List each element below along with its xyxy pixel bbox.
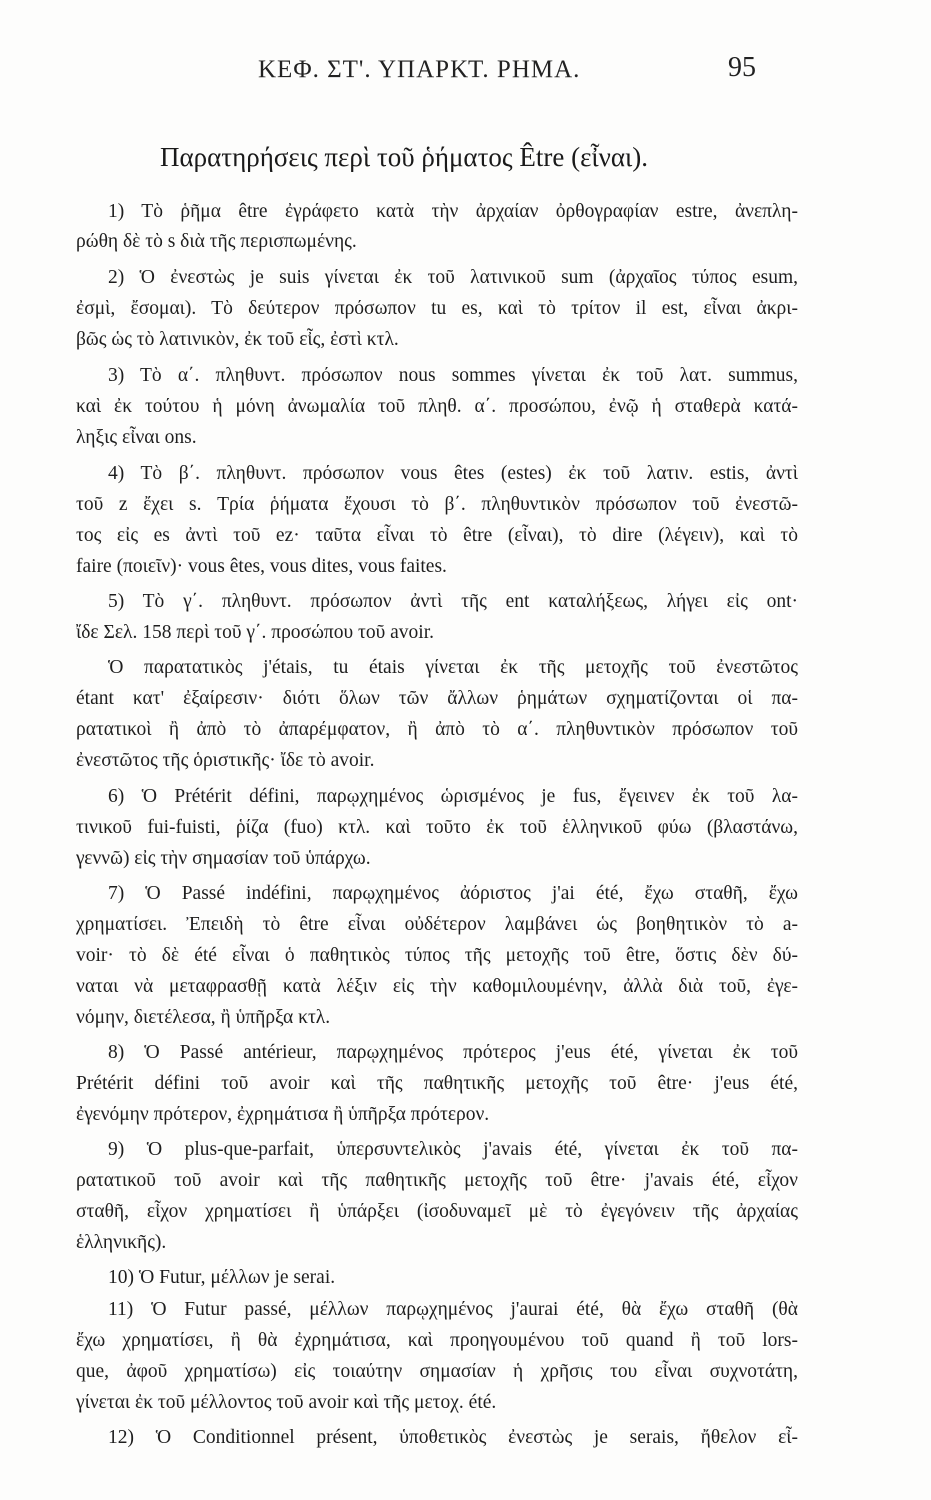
- text-line: 10) Ὁ Futur, μέλλων je serai.: [108, 1267, 336, 1288]
- text-line: τοῦ z ἔχει s. Τρία ῥήματα ἔχουσι τὸ β΄. πληθυντικὸν πρόσωπον τοῦ ἐνεστῶ-: [76, 494, 798, 515]
- text-line: γεννῶ) εἰς τὴν σημασίαν τοῦ ὑπάρχω.: [76, 848, 371, 869]
- text-line: σταθῆ, εἶχον χρηματίσει ἢ ὑπάρξει (ἰσοδυναμεῖ μὲ τὸ ἐγεγόνειν τῆς ἀρχαίας: [76, 1201, 798, 1222]
- text-line: ρώθη δὲ τὸ s διὰ τῆς περισπωμένης.: [76, 231, 357, 252]
- text-line: ἴδε Σελ. 158 περὶ τοῦ γ΄. προσώπου τοῦ avoir.: [76, 622, 435, 643]
- text-line: χρηματίσει. Ἐπειδὴ τὸ être εἶναι οὐδέτερον λαμβάνει ὡς βοηθητικὸν τὸ a-: [76, 914, 798, 935]
- text-line: 2) Ὁ ἐνεστὼς je suis γίνεται ἐκ τοῦ λατινικοῦ sum (ἀρχαῖος τύπος esum,: [108, 267, 798, 288]
- text-line: ἐνεστῶτος τῆς ὁριστικῆς· ἴδε τὸ avoir.: [76, 750, 375, 771]
- text-line: 4) Τὸ β΄. πληθυντ. πρόσωπον vous êtes (estes) ἐκ τοῦ λατιν. estis, ἀντὶ: [108, 463, 798, 484]
- text-line: que, ἀφοῦ χρηματίσω) εἰς τοιαύτην σημασίαν ἡ χρῆσις του εἶναι συχνοτάτη,: [76, 1361, 798, 1382]
- text-line: βῶς ὡς τὸ λατινικὸν, ἐκ τοῦ εἶς, ἐστὶ κτλ.: [76, 329, 399, 350]
- text-line: 9) Ὁ plus-que-parfait, ὑπερσυντελικὸς j'avais été, γίνεται ἐκ τοῦ πα-: [108, 1139, 798, 1160]
- text-line: νόμην, διετέλεσα, ἢ ὑπῆρξα κτλ.: [76, 1007, 331, 1028]
- text-line: faire (ποιεῖν)· vous êtes, vous dites, vous faites.: [76, 556, 447, 577]
- text-line: ρατατικοῦ τοῦ avoir καὶ τῆς παθητικῆς μετοχῆς τοῦ être· j'avais été, εἶχον: [76, 1170, 798, 1191]
- text-line: ληξις εἶναι ons.: [76, 427, 197, 448]
- text-line: καὶ ἐκ τούτου ἡ μόνη ἀνωμαλία τοῦ πληθ. α΄. προσώπου, ἐνῷ ἡ σταθερὰ κατά-: [76, 396, 798, 417]
- text-line: τινικοῦ fui-fuisti, ῥίζα (fuo) κτλ. καὶ τοῦτο ἐκ τοῦ ἑλληνικοῦ φύω (βλαστάνω,: [76, 817, 798, 838]
- section-title: Παρατηρήσεις περὶ τοῦ ῥήματος Être (εἶναι).: [160, 142, 649, 172]
- text-line: ἐγενόμην πρότερον, ἐχρημάτισα ἢ ὑπῆρξα πρότερον.: [76, 1104, 490, 1125]
- text-line: ἐσμὶ, ἔσομαι). Τὸ δεύτερον πρόσωπον tu es, καὶ τὸ τρίτον il est, εἶναι ἀκρι-: [76, 298, 798, 319]
- text-line: Ὁ παρατατικὸς j'étais, tu étais γίνεται ἐκ τῆς μετοχῆς τοῦ ἐνεστῶτος: [108, 657, 798, 678]
- page-number: 95: [728, 52, 756, 83]
- text-line: 7) Ὁ Passé indéfini, παρῳχημένος ἀόριστος j'ai été, ἔχω σταθῆ, ἔχω: [108, 883, 798, 904]
- text-line: étant κατ' ἐξαίρεσιν· διότι ὅλων τῶν ἄλλων ῥημάτων σχηματίζονται οἱ πα-: [76, 688, 798, 709]
- text-line: 6) Ὁ Prétérit défini, παρῳχημένος ὡρισμένος je fus, ἔγεινεν ἐκ τοῦ λα-: [108, 786, 798, 807]
- text-line: 11) Ὁ Futur passé, μέλλων παρῳχημένος j'aurai été, θὰ ἔχω σταθῆ (θὰ: [108, 1299, 798, 1320]
- text-line: γίνεται ἐκ τοῦ μέλλοντος τοῦ avoir καὶ τῆς μετοχ. été.: [76, 1392, 497, 1413]
- text-line: voir· τὸ δὲ été εἶναι ὁ παθητικὸς τύπος τῆς μετοχῆς τοῦ être, ὅστις δὲν δύ-: [76, 945, 798, 966]
- text-line: Prétérit défini τοῦ avoir καὶ τῆς παθητικῆς μετοχῆς τοῦ être· j'eus été,: [76, 1073, 798, 1094]
- text-line: τος εἰς es ἀντὶ τοῦ ez· ταῦτα εἶναι τὸ être (εἶναι), τὸ dire (λέγειν), καὶ τὸ: [76, 525, 798, 546]
- text-line: 8) Ὁ Passé antérieur, παρῳχημένος πρότερος j'eus été, γίνεται ἐκ τοῦ: [108, 1042, 798, 1063]
- text-line: ρατατικοὶ ἢ ἀπὸ τὸ ἀπαρέμφατον, ἢ ἀπὸ τὸ α΄. πληθυντικὸν πρόσωπον τοῦ: [76, 719, 798, 740]
- text-line: 5) Τὸ γ΄. πληθυντ. πρόσωπον ἀντὶ τῆς ent καταλήξεως, λήγει εἰς ont·: [108, 591, 798, 612]
- text-line: 3) Τὸ α΄. πληθυντ. πρόσωπον nous sommes γίνεται ἐκ τοῦ λατ. summus,: [108, 365, 798, 386]
- running-head: ΚΕΦ. ΣΤ'. ΥΠΑΡΚΤ. ΡΗΜΑ.: [258, 56, 581, 83]
- text-line: 12) Ὁ Conditionnel présent, ὑποθετικὸς ἐνεστὼς je serais, ἤθελον εἶ-: [108, 1427, 798, 1448]
- text-line: ἑλληνικῆς).: [76, 1232, 167, 1253]
- text-line: 1) Τὸ ῥῆμα être ἐγράφετο κατὰ τὴν ἀρχαίαν ὀρθογραφίαν estre, ἀνεπλη-: [108, 201, 798, 222]
- text-line: ναται νὰ μεταφρασθῇ κατὰ λέξιν εἰς τὴν καθομιλουμένην, ἀλλὰ διὰ τοῦ, ἐγε-: [76, 976, 798, 997]
- text-line: ἔχω χρηματίσει, ἢ θὰ ἐχρημάτισα, καὶ προηγουμένου τοῦ quand ἢ τοῦ lors-: [76, 1330, 798, 1351]
